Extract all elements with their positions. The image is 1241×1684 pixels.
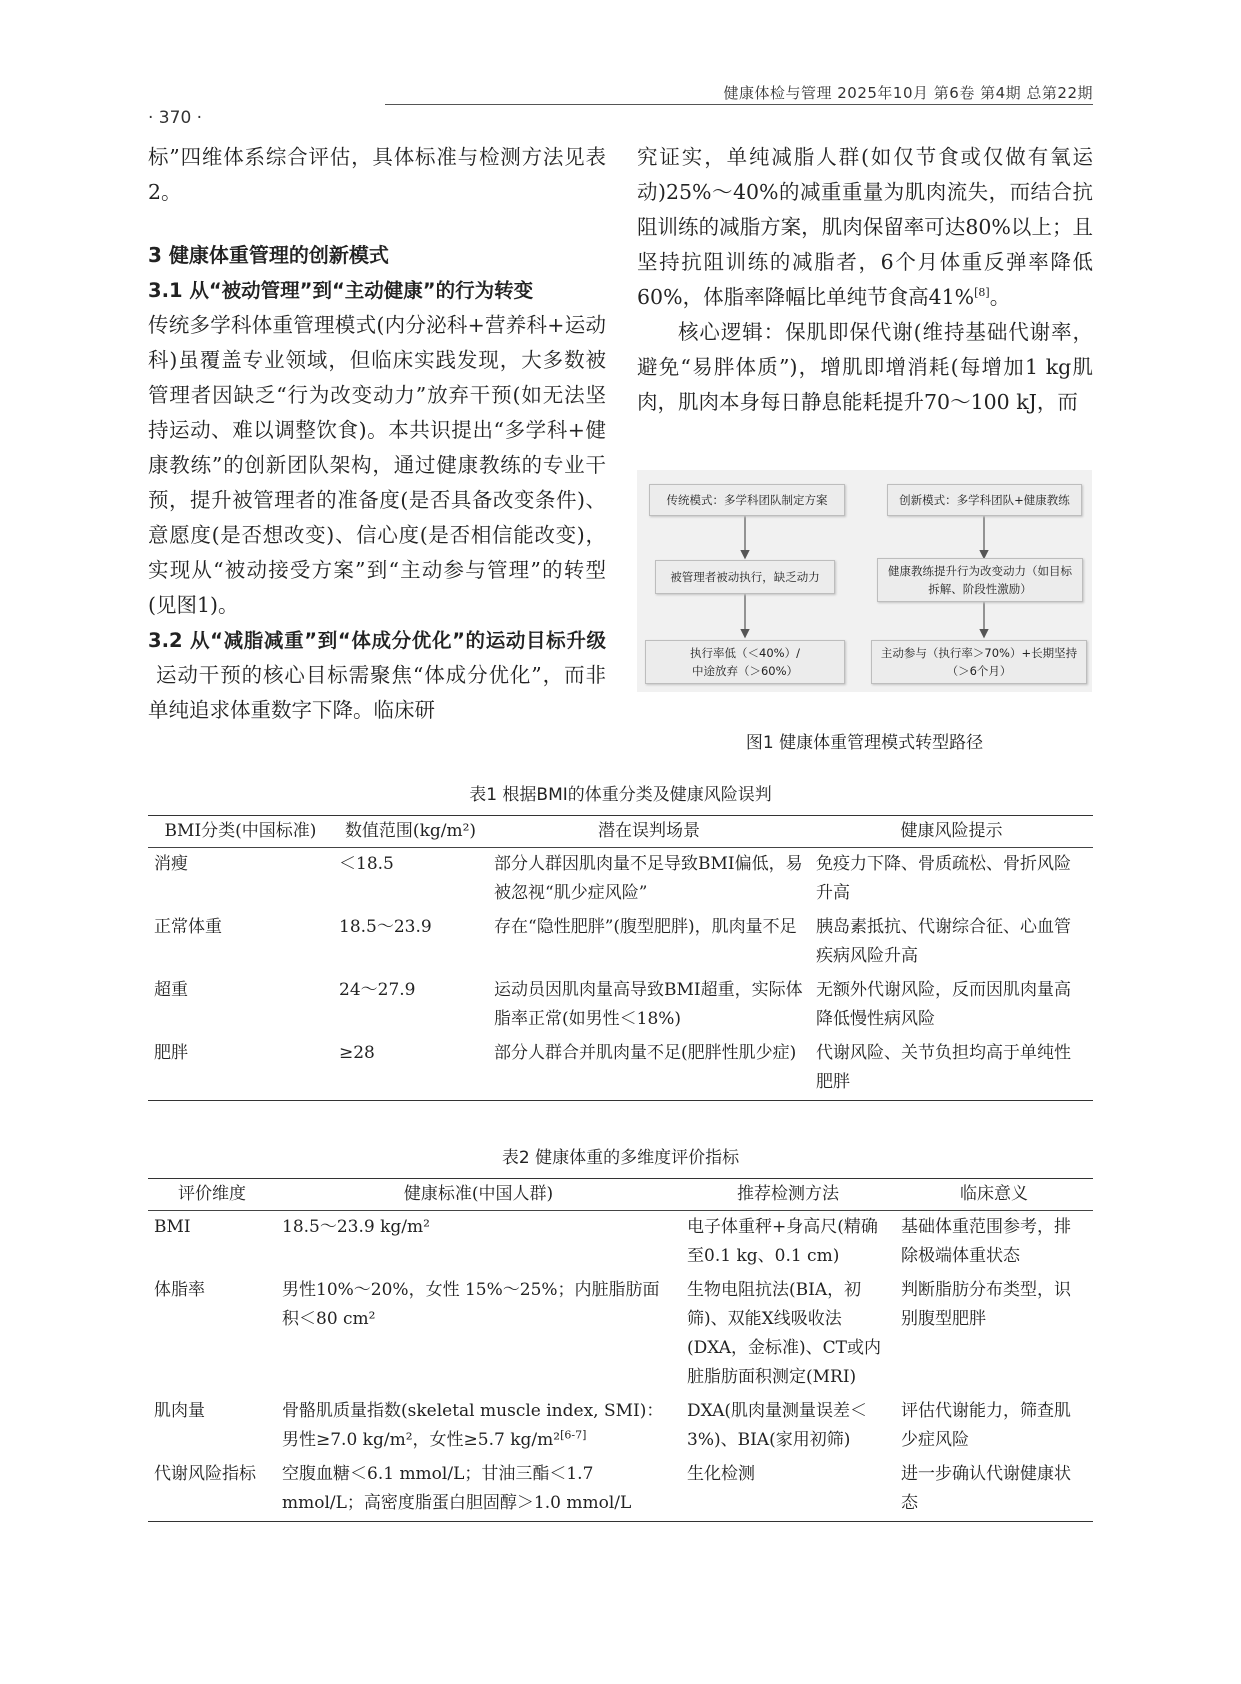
table-cell: 基础体重范围参考，排除极端体重状态	[901, 1217, 1071, 1266]
table-row	[148, 1037, 1093, 1101]
subsection-heading: 3.1 从“被动管理”到“主动健康”的行为转变	[148, 279, 534, 302]
table-cell: 存在“隐性肥胖”(腹型肥胖)，肌肉量不足	[494, 917, 797, 937]
flow-box-line: 中途放弃（＞60%）	[691, 664, 799, 678]
subsection-heading	[148, 629, 606, 652]
table-cell: 代谢风险指标	[148, 1458, 276, 1522]
table-header: 健康标准(中国人群)	[276, 1179, 681, 1211]
flow-box-line: （＞6个月）	[946, 664, 1012, 678]
subsection-title: 3.2 从“减脂减重”到“体成分优化”的运动目标升级	[148, 629, 606, 652]
paragraph: 标”四维体系综合评估，具体标准与检测方法见表2。	[148, 145, 606, 204]
table-2	[148, 1178, 1093, 1522]
table-row	[148, 848, 1093, 912]
table-cell: ≥28	[333, 1037, 488, 1101]
table-cell: 生物电阻抗法(BIA，初筛)、双能X线吸收法(DXA，金标准)、CT或内脏脂肪面积测定(MRI)	[687, 1280, 882, 1387]
table-header: 评价维度	[148, 1179, 276, 1211]
table-cell: 24～27.9	[339, 980, 416, 1000]
journal-header: 健康体检与管理 2025年10月 第6卷 第4期 总第22期	[723, 84, 1093, 102]
paragraph: 传统多学科体重管理模式(内分泌科+营养科+运动科)虽覆盖专业领域，但临床实践发现，大多数被管理者因缺乏“行为改变动力”放弃干预(如无法坚持运动、难以调整饮食)。本共识提出“多学科+健康教练”的创新团队架构，通过健康教练的专业干预，提升被管理者的准备度(是否具备改变条件)、意愿度(是否想改变)、信心度(是否相信能改变)，实现从“被动接受方案”到“主动参与管理”的转型(见图1)。	[148, 313, 606, 617]
flow-box-line: 主动参与（执行率＞70%）+长期坚持	[880, 646, 1078, 660]
page-number: · 370 ·	[148, 108, 203, 128]
citation: [6-7]	[560, 1428, 587, 1442]
table-cell: 消瘦	[154, 854, 188, 874]
left-column	[148, 140, 606, 728]
table-header-row	[148, 1179, 1093, 1211]
flow-box-line: 执行率低（＜40%）/	[690, 646, 800, 660]
table-cell-text: 骨骼肌质量指数(skeletal muscle index, SMI)：男性≥7.0 kg/m²，女性≥5.7 kg/m²	[282, 1401, 664, 1450]
table-cell: 体脂率	[154, 1280, 205, 1300]
table-cell: 18.5～23.9 kg/m²	[282, 1217, 430, 1237]
table-cell: 生化检测	[681, 1458, 895, 1522]
table-cell: 部分人群合并肌肉量不足(肥胖性肌少症)	[488, 1037, 810, 1101]
paragraph-text: 究证实，单纯减脂人群(如仅节食或仅做有氧运动)25%～40%的减重重量为肌肉流失，而结合抗阻训练的减脂方案，肌肉保留率可达80%以上；且坚持抗阻训练的减脂者，6个月体重反弹率降低60%，体脂率降幅比单纯节食高41%	[637, 145, 1093, 309]
table-cell: 免疫力下降、骨质疏松、骨折风险升高	[816, 854, 1071, 903]
paragraph	[637, 140, 1093, 315]
table-cell: 电子体重秤+身高尺(精确至0.1 kg、0.1 cm)	[687, 1217, 878, 1266]
table-header: 数值范围(kg/m²)	[333, 816, 488, 848]
flow-box-line: 拆解、阶段性激励）	[928, 582, 1032, 596]
table-cell: 部分人群因肌肉量不足导致BMI偏低，易被忽视“肌少症风险”	[494, 854, 803, 903]
table-row	[148, 974, 1093, 1037]
table-cell: 评估代谢能力，筛查肌少症风险	[901, 1401, 1071, 1450]
flow-box-innovative: 创新模式：多学科团队+健康教练	[887, 484, 1082, 516]
table-cell: 18.5～23.9	[339, 917, 432, 937]
table-header: BMI分类(中国标准)	[148, 816, 333, 848]
table-cell: 肥胖	[148, 1037, 333, 1101]
table-row	[148, 1395, 1093, 1458]
table-cell: 肌肉量	[154, 1401, 205, 1421]
flow-box-passive: 被管理者被动执行，缺乏动力	[655, 560, 835, 594]
table-cell: 男性10%～20%，女性 15%～25%；内脏脂肪面积＜80 cm²	[282, 1280, 660, 1329]
flow-box-coach	[877, 558, 1083, 602]
table-row	[148, 1211, 1093, 1275]
table-cell: 正常体重	[154, 917, 222, 937]
table-cell: 运动员因肌肉量高导致BMI超重，实际体脂率正常(如男性＜18%)	[494, 980, 803, 1029]
table-header: 健康风险提示	[810, 816, 1093, 848]
table-row	[148, 1458, 1093, 1522]
table-cell	[276, 1395, 681, 1458]
table-header: 临床意义	[895, 1179, 1093, 1211]
flow-box-line: 健康教练提升行为改变动力（如目标	[888, 564, 1072, 578]
citation: [8]	[974, 286, 990, 300]
table-cell: ＜18.5	[339, 854, 394, 874]
figure-caption: 图1 健康体重管理模式转型路径	[745, 733, 984, 753]
table-1-caption: 表1 根据BMI的体重分类及健康风险误判	[469, 785, 772, 805]
paragraph: 运动干预的核心目标需聚焦“体成分优化”，而非单纯追求体重数字下降。临床研	[148, 663, 606, 722]
table-cell: 空腹血糖＜6.1 mmol/L；甘油三酯＜1.7 mmol/L；高密度脂蛋白胆固醇＞1.0 mmol/L	[276, 1458, 681, 1522]
header-rule	[385, 104, 1093, 105]
paragraph: 核心逻辑：保肌即保代谢(维持基础代谢率，避免“易胖体质”)，增肌即增消耗(每增加1 kg肌肉，肌肉本身每日静息能耗提升70～100 kJ，而	[637, 320, 1093, 414]
table-header: 潜在误判场景	[488, 816, 810, 848]
right-column	[637, 140, 1093, 420]
flow-box-traditional: 传统模式：多学科团队制定方案	[649, 484, 845, 516]
table-2-caption: 表2 健康体重的多维度评价指标	[501, 1148, 740, 1168]
table-cell: 代谢风险、关节负担均高于单纯性肥胖	[810, 1037, 1093, 1101]
flow-box-low-compliance	[645, 640, 845, 684]
table-cell: 超重	[154, 980, 188, 1000]
paragraph-end: 。	[989, 285, 1011, 309]
table-cell: 胰岛素抵抗、代谢综合征、心血管疾病风险升高	[816, 917, 1071, 966]
section-heading: 3 健康体重管理的创新模式	[148, 243, 389, 267]
flow-box-active	[871, 640, 1087, 684]
table-row	[148, 911, 1093, 974]
table-cell: 无额外代谢风险，反而因肌肉量高降低慢性病风险	[816, 980, 1071, 1029]
table-row	[148, 1274, 1093, 1395]
table-cell: BMI	[154, 1217, 191, 1237]
figure-1-flowchart	[637, 470, 1092, 692]
table-cell: 判断脂肪分布类型，识别腹型肥胖	[901, 1280, 1071, 1329]
table-header: 推荐检测方法	[681, 1179, 895, 1211]
table-1	[148, 815, 1093, 1101]
table-cell: DXA(肌肉量测量误差＜3%)、BIA(家用初筛)	[687, 1401, 868, 1450]
table-cell: 进一步确认代谢健康状态	[895, 1458, 1093, 1522]
table-header-row	[148, 816, 1093, 848]
